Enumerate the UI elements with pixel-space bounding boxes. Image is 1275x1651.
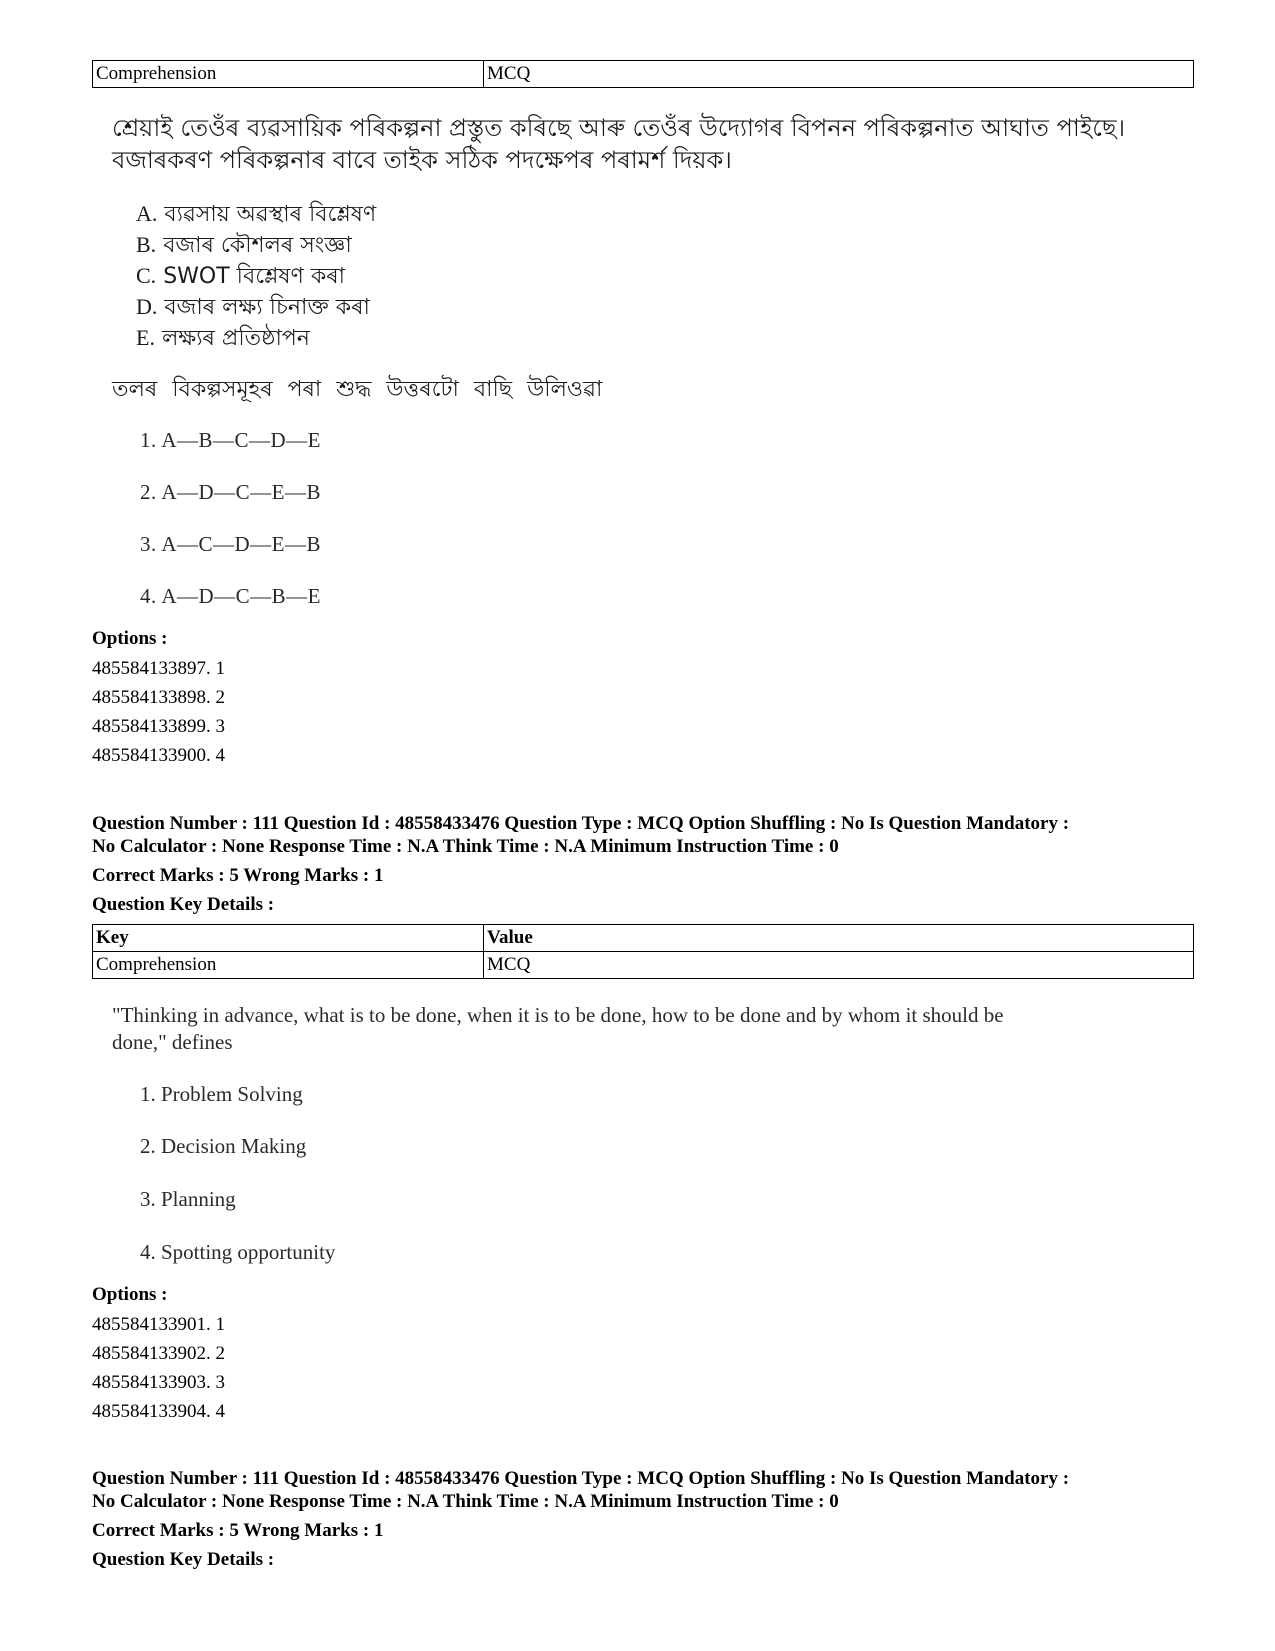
choice-3: 3. A—C—D—E—B: [140, 532, 322, 556]
question-key-details: Question Key Details :: [92, 1549, 275, 1570]
table-row: [93, 952, 1194, 979]
list-item: [136, 322, 310, 354]
choice-4: 4. Spotting opportunity: [140, 1240, 336, 1264]
item-text: লক্ষ্যৰ প্ৰতিষ্ঠাপন: [161, 326, 310, 351]
question-key-details: Question Key Details :: [92, 894, 275, 915]
choice-3: 3. Planning: [140, 1187, 236, 1211]
table-header-value: Value: [484, 925, 1194, 952]
choice-2: 2. Decision Making: [140, 1134, 307, 1158]
option-id-4: 485584133904. 4: [92, 1401, 225, 1422]
item-text: বজাৰ লক্ষ্য চিনাক্ত কৰা: [164, 295, 370, 320]
question-stem-line-1: শ্ৰেয়াই তেওঁৰ ব্যৱসায়িক পৰিকল্পনা প্ৰস্তুত কৰিছে আৰু তেওঁৰ উদ্যোগৰ বিপনন পৰিকল্পনাত আঘাত পাইছে।: [112, 114, 1126, 142]
list-item: [136, 260, 345, 292]
item-letter: A.: [136, 201, 158, 226]
question-meta-line-1: Question Number : 111 Question Id : 48558433476 Question Type : MCQ Option Shuffling : No Is Question Mandatory :: [92, 813, 1070, 834]
item-letter: E.: [136, 325, 155, 350]
item-letter: D.: [136, 294, 158, 319]
question-meta-line-1: Question Number : 111 Question Id : 48558433476 Question Type : MCQ Option Shuffling : No Is Question Mandatory :: [92, 1468, 1070, 1489]
table-header-key: Key: [93, 925, 484, 952]
table-cell-key: Comprehension: [93, 61, 484, 88]
question-meta-line-2: No Calculator : None Response Time : N.A Think Time : N.A Minimum Instruction Time : 0: [92, 836, 839, 857]
option-id-1: 485584133897. 1: [92, 658, 225, 679]
option-id-3: 485584133899. 3: [92, 716, 225, 737]
list-item: [136, 291, 370, 323]
options-label: Options :: [92, 628, 168, 649]
choice-2: 2. A—D—C—E—B: [140, 480, 322, 504]
item-text: ব্যৱসায় অৱস্থাৰ বিশ্লেষণ: [164, 202, 377, 227]
table-row: [93, 61, 1194, 88]
top-key-table: [92, 60, 1194, 88]
choice-1: 1. Problem Solving: [140, 1082, 303, 1106]
item-text: SWOT বিশ্লেষণ কৰা: [163, 264, 345, 289]
choice-1: 1. A—B—C—D—E: [140, 428, 322, 452]
option-id-4: 485584133900. 4: [92, 745, 225, 766]
question-instruction: তলৰ বিকল্পসমূহৰ পৰা শুদ্ধ উত্তৰটো বাছি উলিওৱা: [112, 377, 603, 402]
option-id-2: 485584133902. 2: [92, 1343, 225, 1364]
list-item: [136, 229, 352, 261]
options-label: Options :: [92, 1284, 168, 1305]
option-id-3: 485584133903. 3: [92, 1372, 225, 1393]
item-text: বজাৰ কৌশলৰ সংজ্ঞা: [163, 233, 352, 258]
item-letter: B.: [136, 232, 157, 257]
table-cell-value: MCQ: [484, 952, 1194, 979]
question-marks: Correct Marks : 5 Wrong Marks : 1: [92, 865, 384, 886]
question-stem-line-2: done," defines: [112, 1030, 233, 1054]
question-marks: Correct Marks : 5 Wrong Marks : 1: [92, 1520, 384, 1541]
item-letter: C.: [136, 263, 157, 288]
choice-4: 4. A—D—C—B—E: [140, 584, 322, 608]
question-stem-line-2: বজাৰকৰণ পৰিকল্পনাৰ বাবে তাইক সঠিক পদক্ষেপৰ পৰামৰ্শ দিয়ক।: [112, 146, 732, 174]
question-stem-line-1: "Thinking in advance, what is to be done, when it is to be done, how to be done and by whom it should be: [112, 1003, 1004, 1027]
table-cell-key: Comprehension: [93, 952, 484, 979]
table-cell-value: MCQ: [484, 61, 1194, 88]
table-header-row: [93, 925, 1194, 952]
list-item: [136, 198, 376, 230]
option-id-2: 485584133898. 2: [92, 687, 225, 708]
question-meta-line-2: No Calculator : None Response Time : N.A Think Time : N.A Minimum Instruction Time : 0: [92, 1491, 839, 1512]
option-id-1: 485584133901. 1: [92, 1314, 225, 1335]
question-key-table: [92, 924, 1194, 979]
